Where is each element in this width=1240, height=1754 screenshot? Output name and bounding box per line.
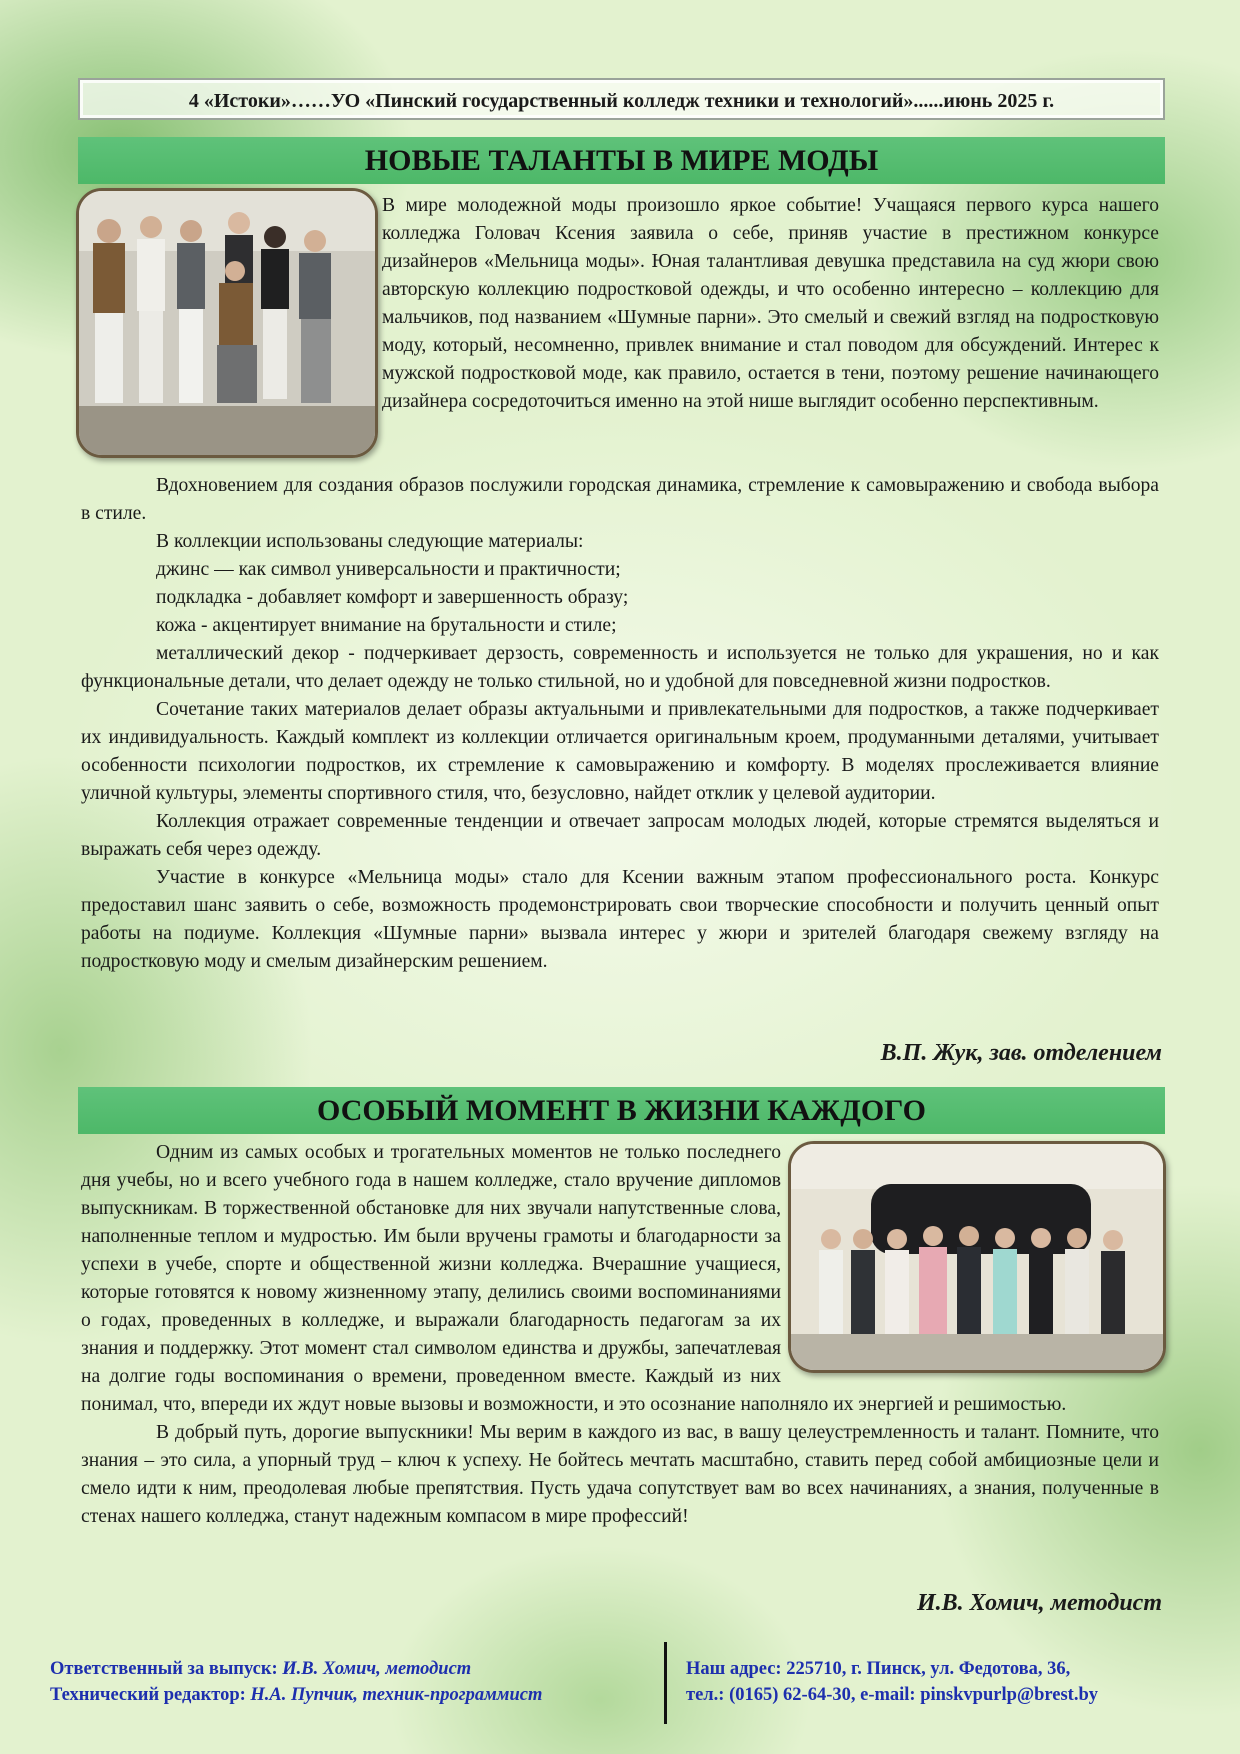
- fashion-models-illustration: [79, 191, 375, 455]
- article1-paragraph: В коллекции использованы следующие материалы:: [156, 531, 584, 552]
- footer-editor-label: Технический редактор:: [50, 1685, 246, 1705]
- article2-paragraph: В добрый путь, дорогие выпускники! Мы верим в каждого из вас, в вашу целеустремленность и талант. Помните, что знания – это сила, а упорный труд – ключ к успеху. Не бойтесь мечтать масштабно, ставить перед собой амбициозные цели и смело идти к ним, преодолевая любые препятствия. Пусть удача сопутствует вам во всех начинаниях, а знания, полученные в стенах нашего колледжа, станут надежным компасом в мире профессий!: [81, 1422, 1159, 1527]
- photo-float-spacer: [781, 1139, 1159, 1391]
- article1-intro-text: В мире молодежной моды произошло яркое событие! Учащаяся первого курса нашего колледжа Головач Ксения заявила о себе, приняв участие в престижном конкурсе дизайнеров «Мельница моды». Юная талантливая девушка представила на суд жюри свою авторскую коллекцию подростковой одежды, и что особенно интересно – коллекцию для мальчиков, под названием «Шумные парни». Это смелый и свежий взгляд на подростковую моду, который, несомненно, привлек внимание и стал поводом для обсуждений. Интерес к мужской подростковой моде, как правило, остается в тени, поэтому решение начинающего дизайнера сосредоточиться именно на этой нише выглядит особенно перспективным.: [382, 195, 1159, 412]
- article1-paragraph: Коллекция отражает современные тенденции и отвечает запросам молодых людей, которые стремятся выделяться и выражать себя через одежду.: [81, 811, 1159, 860]
- article1-paragraph: Сочетание таких материалов делает образы актуальными и привлекательными для подростков, а также подчеркивает их индивидуальность. Каждый комплект из коллекции отличается оригинальным кроем, продуманными деталями, учитывает особенности психологии подростков, их стремление к самовыражению и комфорту. В моделях прослеживается влияние уличной культуры, элементы спортивного стиля, что, безусловно, найдет отклик у целевой аудитории.: [81, 699, 1159, 804]
- article2-body: [81, 1139, 1159, 1531]
- article1-title: НОВЫЕ ТАЛАНТЫ В МИРЕ МОДЫ: [78, 137, 1165, 184]
- article1-paragraph: Участие в конкурсе «Мельница моды» стало для Ксении важным этапом профессионального роста. Конкурс предоставил шанс заявить о себе, возможность продемонстрировать свои творческие способности и получить ценный опыт работы на подиуме. Коллекция «Шумные парни» вызвала интерес у жюри и зрителей благодаря свежему взгляду на подростковую моду и смелым дизайнерским решением.: [81, 867, 1159, 972]
- footer-editor-name: Н.А. Пупчик, техник-программист: [250, 1685, 543, 1705]
- footer-contacts: [686, 1656, 1098, 1708]
- footer-responsible-label: Ответственный за выпуск:: [50, 1659, 278, 1679]
- footer-address: Наш адрес: 225710, г. Пинск, ул. Федотова, 36,: [686, 1659, 1071, 1679]
- materials-list-item: джинс — как символ универсальности и практичности;: [156, 559, 621, 580]
- footer-editor: [50, 1682, 542, 1708]
- article1-body: [81, 472, 1159, 976]
- footer-divider: [664, 1642, 667, 1724]
- page-header: 4 «Истоки»……УО «Пинский государственный колледж техники и технологий»......июнь 2025 г.: [78, 78, 1165, 120]
- materials-list-item: кожа - акцентирует внимание на брутальности и стиле;: [156, 615, 617, 636]
- footer-credits: [50, 1656, 542, 1708]
- footer-responsible-name: И.В. Хомич, методист: [282, 1659, 472, 1679]
- article1-intro: [382, 192, 1159, 416]
- footer-responsible: [50, 1656, 542, 1682]
- article1-paragraph: металлический декор - подчеркивает дерзость, современность и используется не только для украшения, но и как функциональные детали, что делает одежду не только стильной, но и удобной для повседневной жизни подростков.: [81, 643, 1159, 692]
- article2-title: ОСОБЫЙ МОМЕНТ В ЖИЗНИ КАЖДОГО: [78, 1087, 1165, 1134]
- materials-list-item: подкладка - добавляет комфорт и завершенность образу;: [156, 587, 629, 608]
- article2-paragraph: Одним из самых особых и трогательных моментов не только последнего дня учебы, но и всего учебного года в нашем колледже, стало вручение дипломов выпускникам. В торжественной обстановке для них звучали напутственные слова, наполненные теплом и мудростью. Им были вручены грамоты и благодарности за успехи в учебе, спорте и общественной жизни колледжа. Вчерашние учащиеся, которые готовятся к новому жизненному этапу, делились своими воспоминаниями о годах, проведенных в колледже, и выражали благодарность педагогам за их знания и поддержку. Этот момент стал символом единства и дружбы, запечатлевая на долгие годы воспоминания о времени, проведенном вместе. Каждый из них понимал, что, впереди их ждут новые вызовы и возможности, и это осознание наполняло их энергией и решимостью.: [81, 1142, 1067, 1415]
- article1-signature: В.П. Жук, зав. отделением: [880, 1040, 1162, 1066]
- article2-signature: И.В. Хомич, методист: [916, 1590, 1162, 1616]
- article1-paragraph: Вдохновением для создания образов послужили городская динамика, стремление к самовыражению и свобода выбора в стиле.: [81, 475, 1159, 524]
- fashion-collection-photo: [76, 188, 378, 458]
- footer-phone-email: тел.: (0165) 62-64-30, e-mail: pinskvpurlp@brest.by: [686, 1685, 1098, 1705]
